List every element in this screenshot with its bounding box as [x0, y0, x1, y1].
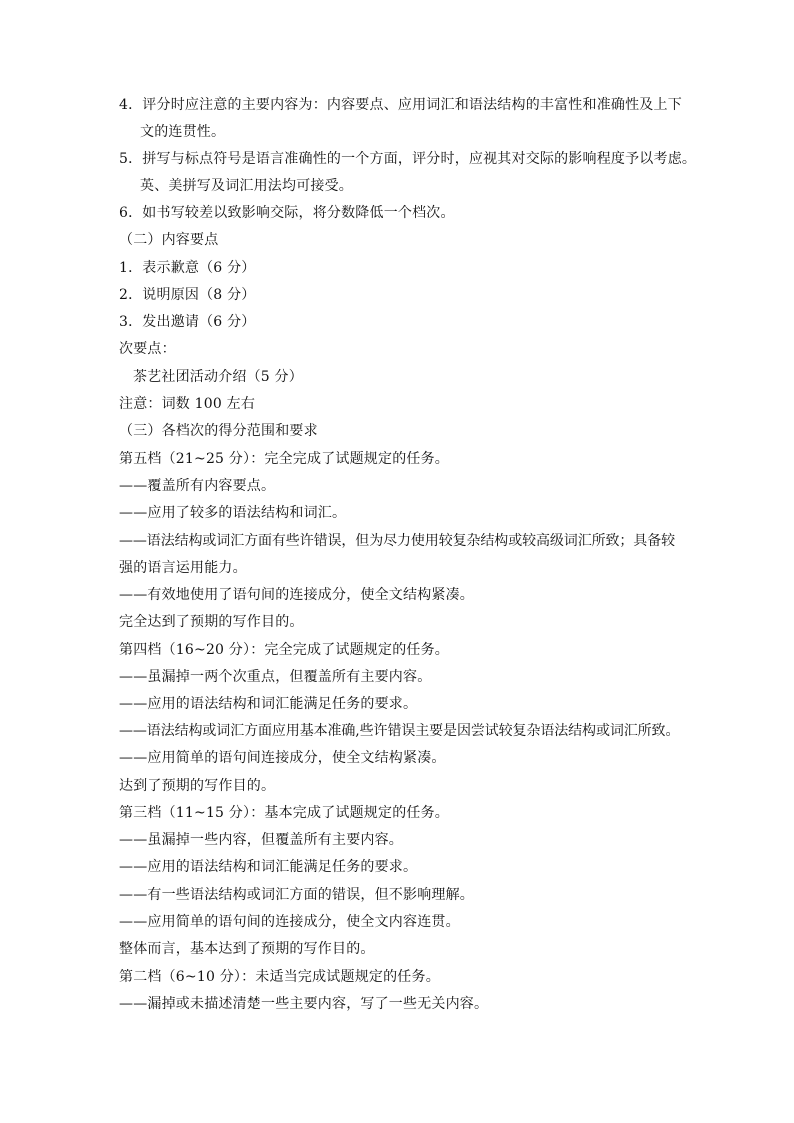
band5-criterion-3-continued: 强的语言运用能力。	[119, 560, 247, 576]
scoring-note-4: 4．评分时应注意的主要内容为：内容要点、应用词汇和语法结构的丰富性和准确性及上下	[119, 97, 682, 113]
band4-criterion-4: ——应用简单的语句间连接成分，使全文结构紧凑。	[119, 750, 446, 766]
band4-title: 第四档（16~20 分）：完全完成了试题规定的任务。	[119, 642, 450, 658]
secondary-point-item: 茶艺社团活动介绍（5 分）	[133, 369, 303, 385]
scoring-note-5-continued: 英、美拼写及词汇用法均可接受。	[140, 178, 353, 194]
secondary-points-label: 次要点：	[119, 341, 176, 357]
band5-criterion-3: ——语法结构或词汇方面有些许错误，但为尽力使用较复杂结构或较高级词汇所致；具备较	[119, 533, 675, 549]
word-count-note: 注意：词数 100 左右	[119, 396, 256, 412]
content-point-1: 1．表示歉意（6 分）	[119, 260, 256, 276]
band5-summary: 完全达到了预期的写作目的。	[119, 614, 304, 630]
band5-criterion-2: ——应用了较多的语法结构和词汇。	[119, 505, 347, 521]
band5-criterion-4: ——有效地使用了语句间的连接成分，使全文结构紧凑。	[119, 587, 474, 603]
band5-criterion-1: ——覆盖所有内容要点。	[119, 478, 276, 494]
band3-criterion-1: ——虽漏掉一些内容，但覆盖所有主要内容。	[119, 832, 403, 848]
scoring-note-6: 6．如书写较差以致影响交际，将分数降低一个档次。	[119, 205, 455, 221]
band2-title: 第二档（6~10 分）：未适当完成试题规定的任务。	[119, 969, 440, 985]
band4-criterion-1: ——虽漏掉一两个次重点，但覆盖所有主要内容。	[119, 669, 432, 685]
section-heading-grade-bands: （三）各档次的得分范围和要求	[119, 423, 318, 439]
scoring-note-4-continued: 文的连贯性。	[140, 124, 226, 140]
band2-criterion-1: ——漏掉或未描述清楚一些主要内容，写了一些无关内容。	[119, 996, 489, 1012]
band3-criterion-3: ——有一些语法结构或词汇方面的错误，但不影响理解。	[119, 887, 474, 903]
band3-criterion-2: ——应用的语法结构和词汇能满足任务的要求。	[119, 859, 418, 875]
band3-criterion-4: ——应用简单的语句间的连接成分，使全文内容连贯。	[119, 914, 460, 930]
band3-title: 第三档（11~15 分）：基本完成了试题规定的任务。	[119, 805, 450, 821]
band4-criterion-3: ——语法结构或词汇方面应用基本准确,些许错误主要是因尝试较复杂语法结构或词汇所致。	[119, 723, 680, 739]
band5-title: 第五档（21~25 分）：完全完成了试题规定的任务。	[119, 451, 450, 467]
content-point-2: 2．说明原因（8 分）	[119, 287, 256, 303]
band3-summary: 整体而言，基本达到了预期的写作目的。	[119, 941, 375, 957]
band4-summary: 达到了预期的写作目的。	[119, 778, 276, 794]
band4-criterion-2: ——应用的语法结构和词汇能满足任务的要求。	[119, 696, 418, 712]
content-point-3: 3．发出邀请（6 分）	[119, 314, 256, 330]
section-heading-content-points: （二）内容要点	[119, 232, 219, 248]
scoring-note-5: 5．拼写与标点符号是语言准确性的一个方面，评分时，应视其对交际的影响程度予以考虑。	[119, 151, 697, 167]
